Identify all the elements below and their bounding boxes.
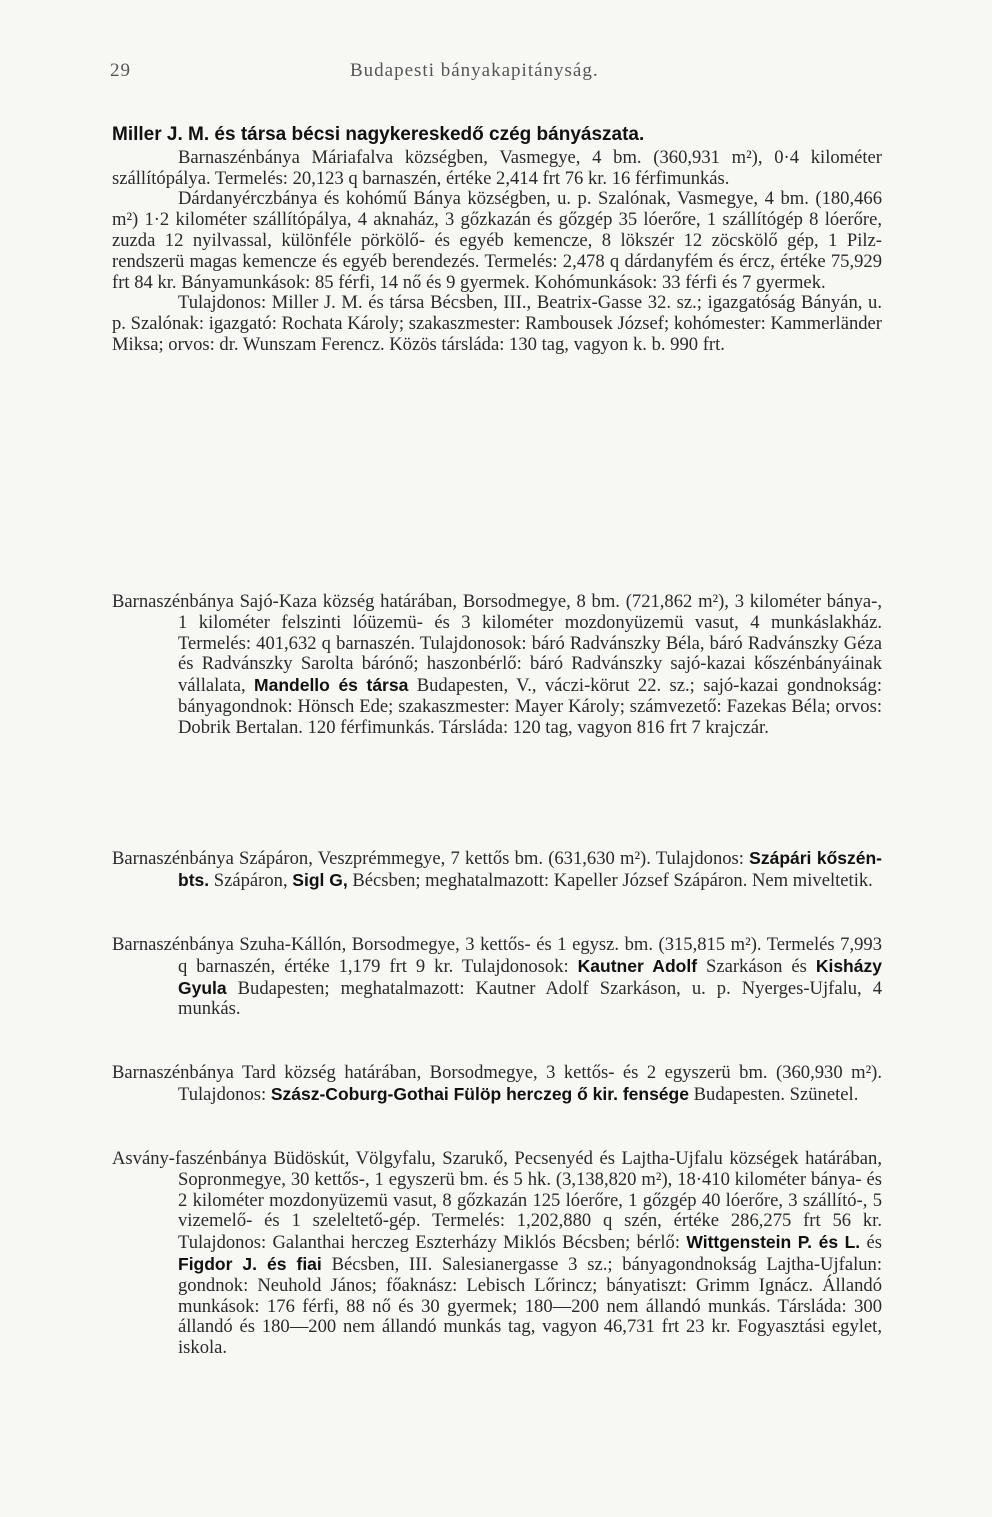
paragraph: Barnaszénbánya Máriafalva községben, Vasmegye, 4 bm. (360,931 m²), 0·4 kilométer szállítópálya. Termelés: 20,123 q barnaszén, értéke 2,414 frt 76 kr. 16 férfimunkás. <box>112 146 882 189</box>
paragraph: Dárdanyérczbánya és kohómű Bánya községben, u. p. Szalónak, Vasmegye, 4 bm. (180,466 m²) 1·2 kilométer szállítópálya, 4 aknaház, 3 gőzkazán és gőzgép 35 lóerőre, 1 szállítógép 8 lóerőre, zuzda 12 nyilvassal, különféle pörkölő- és egyéb kemencze, 8 lökszér 12 zöcskölő gép, 1 Pilz-rendszerü magas kemencze és egyéb berendezés. Termelés: 2,478 q dárdanyfém és ércz, értéke 75,929 frt 84 kr. Bányamunkások: 85 férfi, 14 nő és 9 gyermek. Kohómunkások: 33 férfi és 7 gyermek. <box>112 188 882 293</box>
person-name: Kisházy Gyula <box>178 955 882 998</box>
entry-paragraph <box>112 1063 882 1106</box>
person-name: Kautner Adolf <box>577 955 698 976</box>
entry-text: Szápáron, <box>213 869 288 891</box>
entry-paragraph <box>112 1149 882 1359</box>
person-name: Sigl G, <box>292 869 348 890</box>
section-heading: Miller J. M. és társa bécsi nagykereskedő czég bányászata. <box>112 124 645 145</box>
paragraph: Tulajdonos: Miller J. M. és társa Bécsben, III., Beatrix-Gasse 32. sz.; igazgatóság Bányán, u. p. Szalónak: igazgató: Rochata Károly; szakaszmester: Rambousek József; kohómester: Kammerländer Miksa; orvos: dr. Wunszam Ferencz. Közös társláda: 130 tag, vagyon k. b. 990 frt. <box>112 292 882 355</box>
entry-text: Szarkáson és <box>705 955 807 977</box>
entry-text: Bécsben, III. Salesianergasse 3 sz.; bányagondnokság Lajtha-Ujfalun: gondnok: Neuhold János; főaknász: Lebisch Lőrincz; bányatiszt: Grimm Ignácz. Állandó munkások: 176 férfi, 88 nő és 30 gyermek; 180—200 nem állandó munkás. Társláda: 300 állandó és 180—200 nem állandó munkás tag, vagyon 46,731 frt 23 kr. Fogyasztási egylet, iskola. <box>178 1253 883 1359</box>
section-miller <box>112 125 882 356</box>
page-number: 29 <box>110 60 131 81</box>
entry-text: Bécsben; meghatalmazott: Kapeller József Szápáron. Nem miveltetik. <box>352 869 873 891</box>
entry-paragraph <box>112 592 882 739</box>
entry-text: Asvány-faszénbánya Büdöskút, Völgyfalu, Szarukő, Pecsenyéd és Lajtha-Ujfalu községek határában, Sopronmegye, 30 kettős-, 1 egyszerü bm. és 5 hk. (3,138,820 m²), 18·410 kilométer bánya- és 2 kilométer mozdonyüzemü vasut, 8 gőzkazán 125 lóerőre, 1 gőzgép 40 lóerőre, 3 szállító-, 5 vizemelő- és 1 szeleltető-gép. Termelés: 1,202,880 q szén, értéke 286,275 frt 56 kr. Tulajdonos: Galanthai herczeg Eszterházy Miklós Bécsben; bérlő: <box>112 1148 882 1254</box>
running-title: Budapesti bányakapitányság. <box>350 60 599 81</box>
entry-paragraph <box>112 848 882 892</box>
entry-asvany-faszen <box>112 1149 882 1359</box>
entry-szuha-kallo <box>112 935 882 1020</box>
tenant-name: Figdor J. és fiai <box>178 1253 322 1274</box>
entry-text: Barnaszénbánya Szápáron, Veszprémmegye, 7 kettős bm. (631,630 m²). Tulajdonos: <box>112 848 744 869</box>
entry-text: Budapesten; meghatalmazott: Kautner Adolf Szarkáson, u. p. Nyerges-Ujfalu, 4 munkás. <box>178 977 882 1020</box>
entry-text: Budapesten, V., váczi-körut 22. sz.; sajó-kazai gondnokság: bányagondnok: Hönsch Ede; szakaszmester: Mayer Károly; számvezető: Fazekas Béla; orvos: Dobrik Bertalan. 120 férfimunkás. Társláda: 120 tag, vagyon 816 frt 7 krajczár. <box>178 675 882 738</box>
entry-sajo-kaza <box>112 592 882 739</box>
company-name: Szápári kőszén-bts. <box>178 848 882 890</box>
entry-tard <box>112 1063 882 1106</box>
company-name: Mandello és társa <box>254 675 409 696</box>
owner-name: Szász-Coburg-Gothai Fülöp herczeg ő kir. fensége <box>270 1083 689 1104</box>
entry-text: Barnaszénbánya Tard község határában, Borsodmegye, 3 kettős- és 2 egyszerü bm. (360,930 m²). Tulajdonos: <box>112 1062 882 1105</box>
entry-szapar <box>112 848 882 892</box>
entry-text: és <box>866 1232 882 1254</box>
entry-text: Barnaszénbánya Sajó-Kaza község határában, Borsodmegye, 8 bm. (721,862 m²), 3 kilométer bánya-, 1 kilométer felszinti lóüzemü- és 3 kilométer mozdonyüzemü vasut, 4 munkáslakház. Termelés: 401,632 q barnaszén. Tulajdonosok: báró Radvánszky Béla, báró Radvánszky Géza és Radvánszky Sarolta bárónő; haszonbérlő: báró Radvánszky sajó-kazai kőszénbányáinak vállalata, <box>112 591 882 697</box>
entry-text: Barnaszénbánya Szuha-Kállón, Borsodmegye, 3 kettős- és 1 egysz. bm. (315,815 m²). Termelés 7,993 q barnaszén, értéke 1,179 frt 9 kr. Tulajdonosok: <box>112 934 882 977</box>
tenant-name: Wittgenstein P. és L. <box>686 1232 861 1253</box>
entry-paragraph <box>112 935 882 1020</box>
entry-text: Budapesten. Szünetel. <box>693 1083 859 1105</box>
